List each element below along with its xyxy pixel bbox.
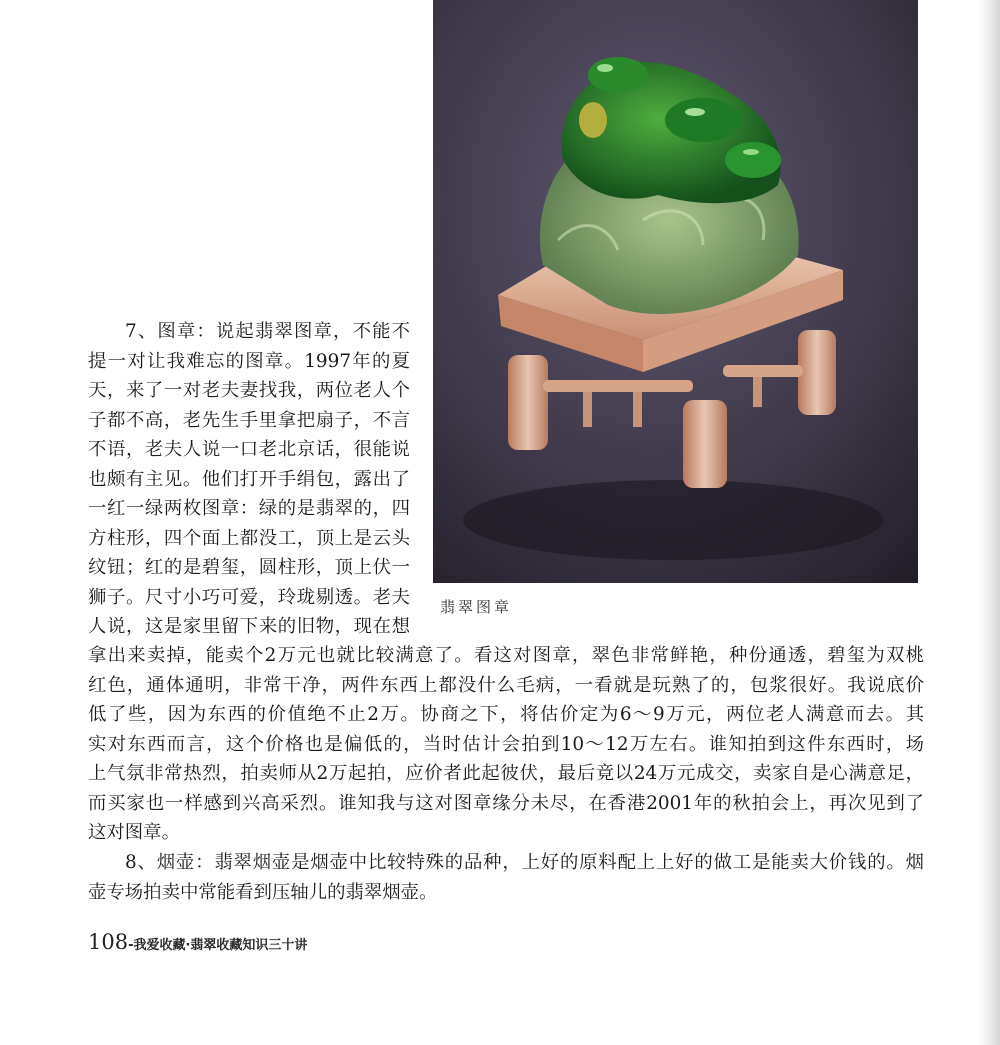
- item-7-full-width-text: [88, 641, 924, 848]
- text-line: 一红一绿两枚图章：绿的是翡翠的，四: [88, 498, 410, 519]
- text-line: 这对图章。: [88, 822, 180, 843]
- jade-seal-photo: [433, 0, 918, 583]
- text-line: 天，来了一对老夫妻找我，两位老人个: [88, 380, 410, 401]
- text-line: 上气氛非常热烈，拍卖师从2万起拍，应价者此起彼伏，最后竟以24万元成交，卖家自是心满意足，: [88, 763, 924, 784]
- text-line: 而买家也一样感到兴高采烈。谁知我与这对图章缘分未尽，在香港2001年的秋拍会上，再次见到了: [88, 792, 924, 814]
- photo-caption: 翡翠图章: [440, 598, 513, 616]
- text-line: 红色，通体通明，非常干净，两件东西上都没什么毛病，一看就是玩熟了的，包浆很好。我说底价: [88, 674, 924, 696]
- text-line: 8、烟壶：翡翠烟壶是烟壶中比较特殊的品种，上好的原料配上上好的做工是能卖大价钱的。烟: [125, 852, 924, 873]
- text-line: 低了些，因为东西的价值绝不止2万。协商之下，将估价定为6～9万元，两位老人满意而去。其: [88, 704, 924, 725]
- running-title: -我爱收藏·翡翠收藏知识三十讲: [128, 938, 308, 953]
- text-line: 拿出来卖掉，能卖个2万元也就比较满意了。看这对图章，翠色非常鲜艳，种份通透，碧玺为双桃: [88, 645, 924, 666]
- text-line: 人说，这是家里留下来的旧物，现在想: [88, 616, 410, 637]
- text-line: 纹钮；红的是碧玺，圆柱形，顶上伏一: [88, 557, 410, 578]
- text-line: 壶专场拍卖中常能看到压轴儿的翡翠烟壶。: [88, 881, 438, 903]
- text-line: 实对东西而言，这个价格也是偏低的，当时估计会拍到10～12万左右。谁知拍到这件东西时，场: [88, 733, 924, 755]
- text-line: 子都不高，老先生手里拿把扇子，不言: [88, 409, 410, 431]
- text-line: 提一对让我难忘的图章。1997年的夏: [88, 350, 410, 372]
- text-line: 不语，老夫人说一口老北京话，很能说: [88, 439, 410, 460]
- item-8-text: [88, 848, 924, 907]
- text-line: 狮子。尺寸小巧可爱，玲珑剔透。老夫: [88, 586, 410, 608]
- page-footer: [88, 930, 307, 954]
- page-number: 108: [88, 930, 129, 954]
- text-line: 7、图章：说起翡翠图章，不能不: [125, 321, 410, 342]
- text-line: 也颇有主见。他们打开手绢包，露出了: [88, 468, 410, 490]
- text-line: 方柱形，四个面上都没工，顶上是云头: [88, 527, 410, 549]
- page-edge-shadow: [978, 0, 1000, 1045]
- item-7-wrapped-text: [88, 317, 410, 642]
